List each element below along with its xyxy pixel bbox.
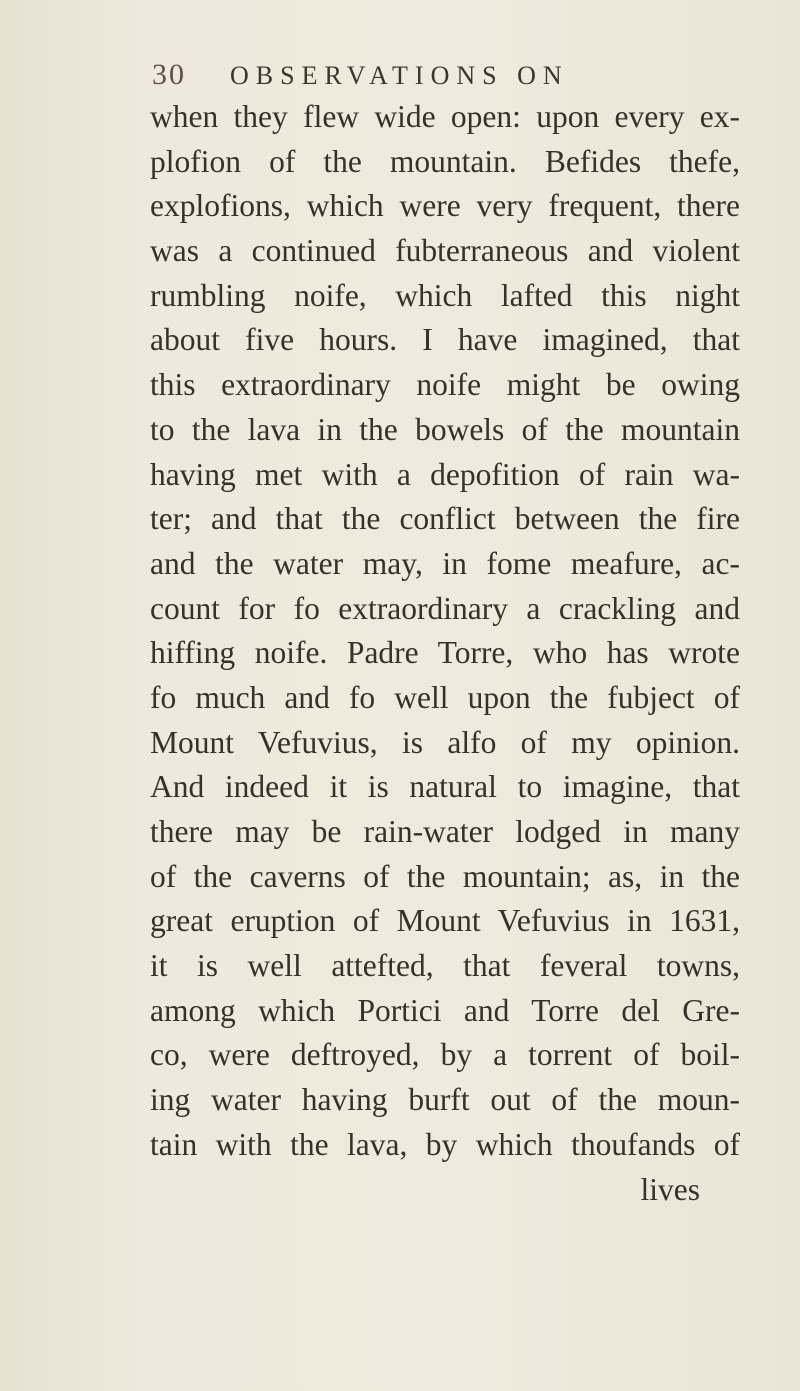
- text-line: plofion of the mountain. Befides thefe,: [150, 143, 740, 179]
- text-line: Mount Vefuvius, is alfo of my opinion.: [150, 724, 740, 760]
- text-line: fo much and fo well upon the fubject of: [150, 679, 740, 715]
- text-line: hiffing noife. Padre Torre, who has wrote: [150, 635, 740, 671]
- running-head: OBSERVATIONS ON: [230, 61, 569, 90]
- text-line: of the caverns of the mountain; as, in the: [150, 858, 740, 894]
- text-line: great eruption of Mount Vefuvius in 1631,: [150, 903, 740, 939]
- text-line: rumbling noife, which lafted this night: [150, 277, 740, 313]
- text-line: explofions, which were very frequent, there: [150, 188, 740, 224]
- text-line: tain with the lava, by which thoufands of: [150, 1126, 740, 1162]
- text-line: count for fo extraordinary a crackling and: [150, 590, 740, 626]
- text-line: ing water having burft out of the moun-: [150, 1082, 740, 1118]
- text-line: among which Portici and Torre del Gre-: [150, 992, 740, 1028]
- catchword: lives: [640, 1171, 700, 1207]
- text-line: co, were deftroyed, by a torrent of boil-: [150, 1037, 740, 1073]
- body-text: [150, 95, 740, 1212]
- text-line: ter; and that the conflict between the fire: [150, 501, 740, 537]
- page-header: [152, 58, 569, 98]
- page-number: 30: [152, 58, 186, 91]
- text-line: when they flew wide open: upon every ex-: [150, 99, 740, 134]
- text-line: And indeed it is natural to imagine, that: [150, 769, 740, 805]
- text-line: was a continued fubterraneous and violent: [150, 233, 740, 269]
- text-line: it is well attefted, that feveral towns,: [150, 948, 740, 984]
- text-line: about five hours. I have imagined, that: [150, 322, 740, 358]
- text-line: and the water may, in fome meafure, ac-: [150, 545, 740, 581]
- text-line: this extraordinary noife might be owing: [150, 367, 740, 403]
- text-line: having met with a depofition of rain wa-: [150, 456, 740, 492]
- text-line: there may be rain-water lodged in many: [150, 814, 740, 849]
- text-line: to the lava in the bowels of the mountain: [150, 411, 740, 447]
